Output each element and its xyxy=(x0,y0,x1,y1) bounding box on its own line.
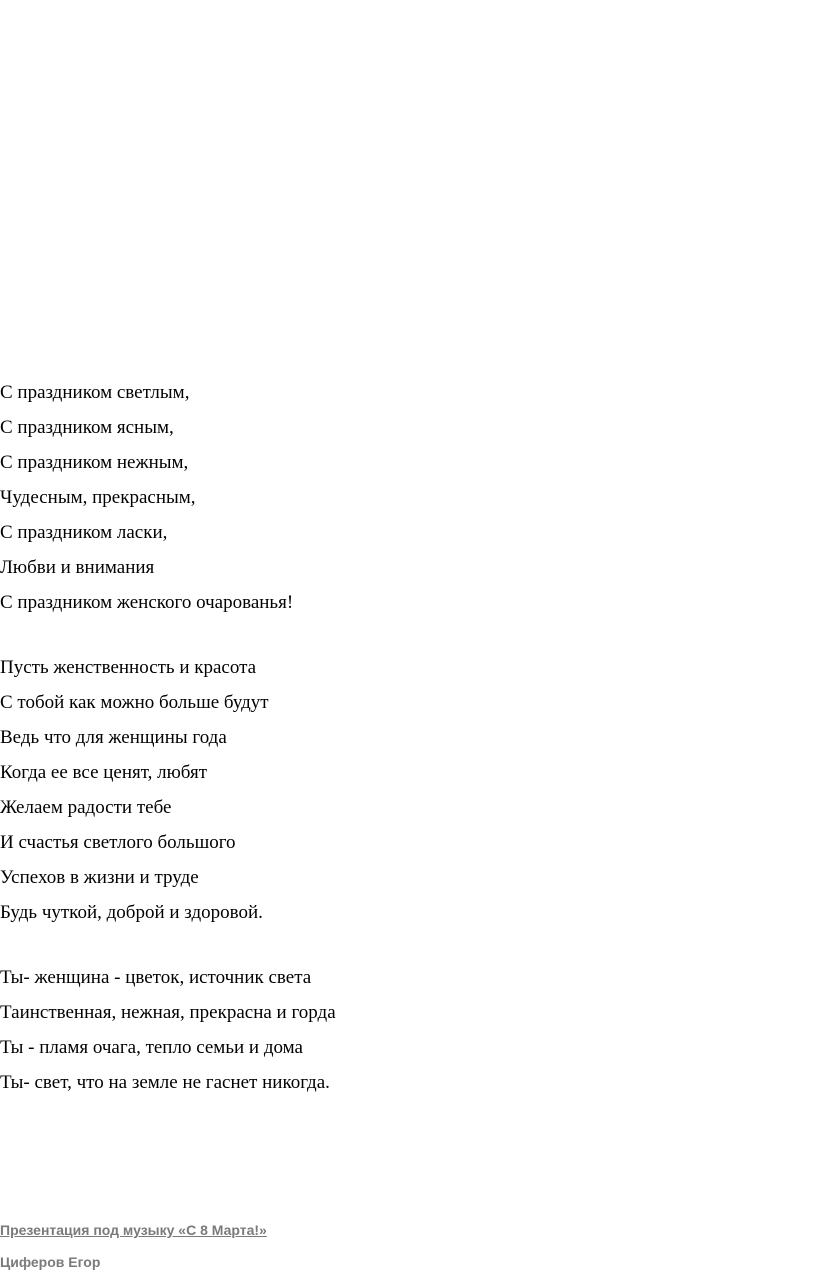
poem-line: И счастья светлого большого xyxy=(0,832,236,853)
footer xyxy=(0,1218,267,1274)
poem-line: Пусть женственность и красота xyxy=(0,657,257,678)
poem-line: Таинственная, нежная, прекрасна и горда xyxy=(0,1002,336,1023)
poem-line: С праздником ласки, xyxy=(0,522,168,543)
poem-line: Успехов в жизни и труде xyxy=(0,867,199,888)
poem-line: Ты - пламя очага, тепло семьи и дома xyxy=(0,1037,303,1058)
poem-line: Ты- женщина - цветок, источник света xyxy=(0,967,312,988)
stanza-2 xyxy=(0,650,816,930)
poem-line: С тобой как можно больше будут xyxy=(0,692,269,713)
poem-line: Желаем радости тебе xyxy=(0,797,172,818)
poem-line: С праздником женского очарованья! xyxy=(0,592,294,613)
stanza-3 xyxy=(0,960,816,1100)
stanza-1 xyxy=(0,375,816,620)
poem-line: Чудесным, прекрасным, xyxy=(0,487,196,508)
poem-line: Когда ее все ценят, любят xyxy=(0,762,208,783)
poem-line: С праздником ясным, xyxy=(0,417,174,438)
poem-line: Ты- свет, что на земле не гаснет никогда. xyxy=(0,1072,330,1093)
poem-line: С праздником светлым, xyxy=(0,382,190,403)
presentation-link[interactable]: Презентация под музыку «С 8 Марта!» xyxy=(0,1222,267,1238)
poem-line: Ведь что для женщины года xyxy=(0,727,227,748)
author-name: Циферов Егор xyxy=(0,1254,101,1270)
poem-line: Любви и внимания xyxy=(0,557,155,578)
poem-line: Будь чуткой, доброй и здоровой. xyxy=(0,902,263,923)
poem-line: С праздником нежным, xyxy=(0,452,189,473)
poem xyxy=(0,375,816,1130)
